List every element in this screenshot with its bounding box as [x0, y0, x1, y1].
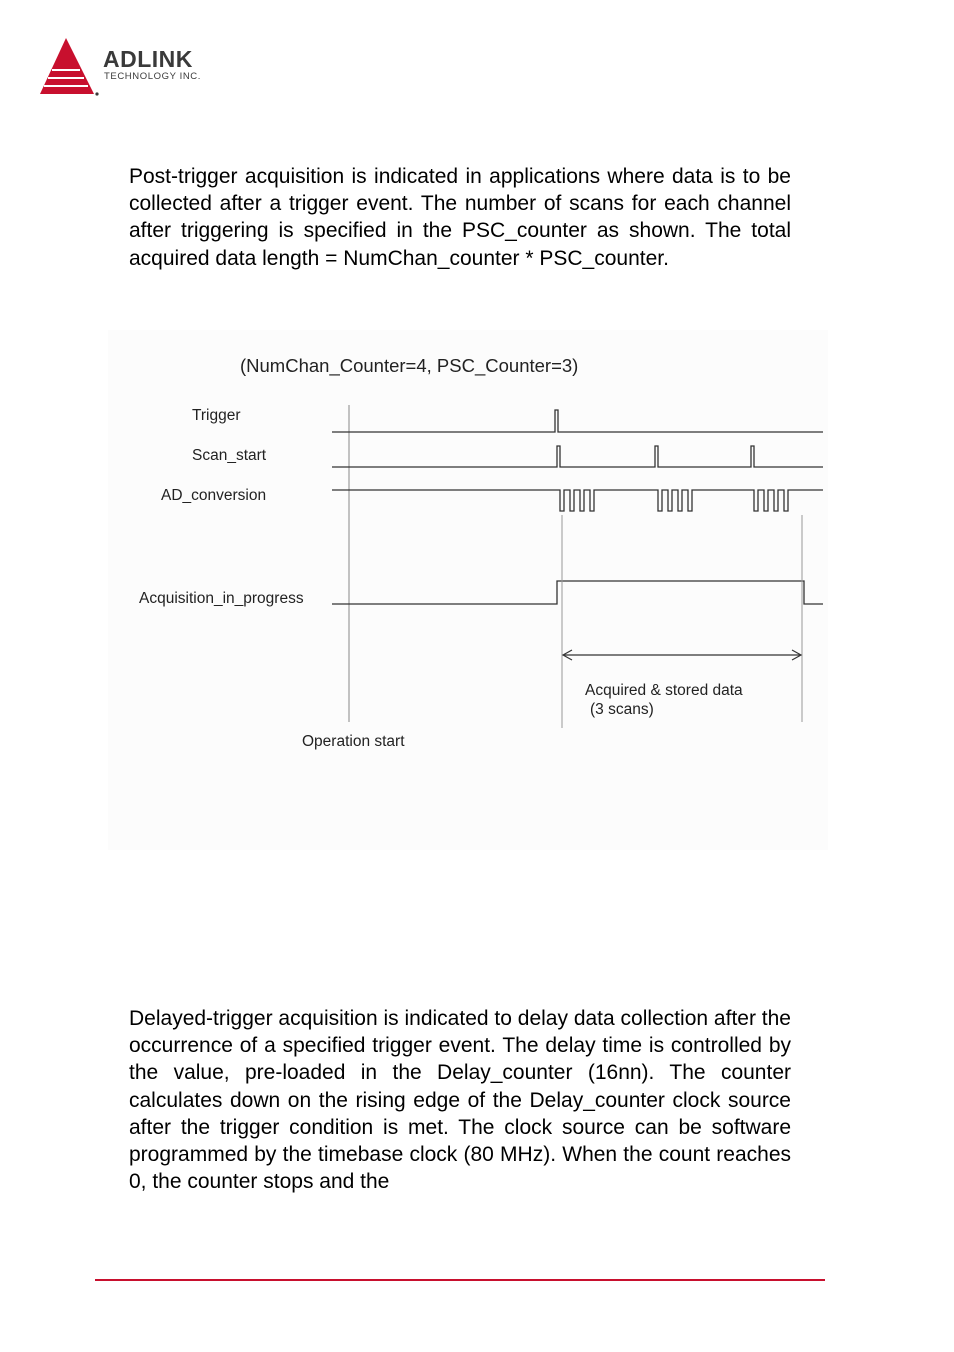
- waveform-ad-conversion: [332, 490, 823, 511]
- label-ad-conversion: AD_conversion: [161, 487, 267, 504]
- diagram-title: (NumChan_Counter=4, PSC_Counter=3): [240, 355, 579, 376]
- label-trigger: Trigger: [192, 407, 241, 424]
- timing-diagram: [108, 330, 828, 850]
- waveform-scan-start: [332, 446, 823, 467]
- label-acquisition-in-progress: Acquisition_in_progress: [139, 590, 304, 607]
- logo-triangle-icon: [38, 36, 102, 98]
- waveform-trigger: [332, 410, 823, 432]
- label-scan-start: Scan_start: [192, 447, 267, 464]
- delayed-trigger-paragraph: Delayed-trigger acquisition is indicated to delay data collection after the occurrence of a specified trigger event. The delay time is controlled by the value, pre-loaded in the Delay_counter (16nn). The counter calculates down on the rising edge of the Delay_counter clock source after the trigger condition is met. The clock source can be software programmed by the timebase clock (80 MHz). When the count reaches 0, the counter stops and the: [129, 1007, 791, 1194]
- annotation-acquired-data: Acquired & stored data: [585, 682, 743, 699]
- logo-name: ADLINK: [103, 46, 193, 72]
- annotation-scans: (3 scans): [590, 701, 654, 718]
- label-operation-start: Operation start: [302, 733, 405, 750]
- waveform-acquisition: [332, 581, 823, 604]
- footer-divider: [95, 1279, 825, 1281]
- company-logo: [38, 36, 238, 100]
- post-trigger-paragraph: Post-trigger acquisition is indicated in applications where data is to be collected after a trigger event. The number of scans for each channel after triggering is specified in the PSC_counter as shown. The total acquired data length = NumChan_counter * PSC_counter.: [129, 165, 791, 270]
- logo-subtitle: TECHNOLOGY INC.: [104, 71, 201, 82]
